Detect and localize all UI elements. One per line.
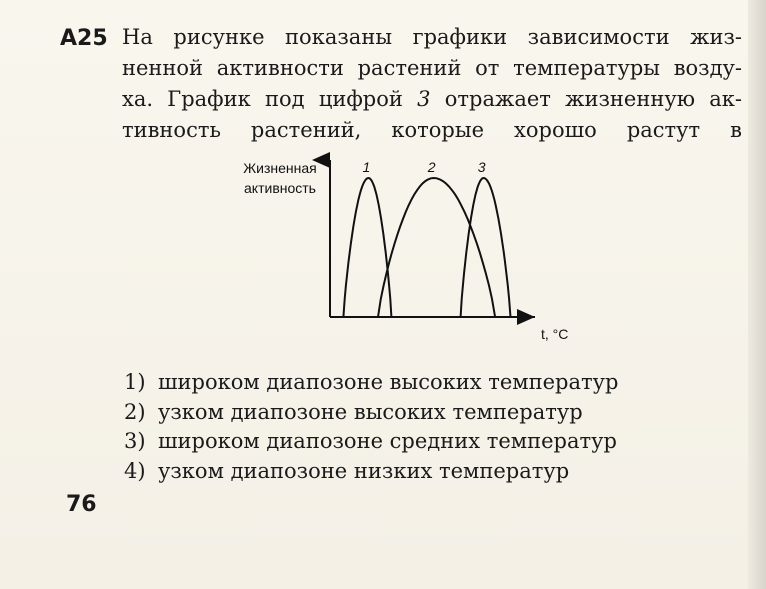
answer-number: 3) <box>124 429 146 453</box>
y-axis-label-line-2: активность <box>244 180 316 196</box>
answer-number: 1) <box>124 370 146 394</box>
question-line-3-head: ха. График под цифрой <box>122 87 418 111</box>
answer-option-3[interactable] <box>124 427 618 457</box>
question-line-1: На рисунке показаны графики зависимости жиз- <box>122 25 742 49</box>
question-text <box>122 22 742 146</box>
answer-option-1[interactable] <box>124 368 618 398</box>
answer-number: 2) <box>124 399 146 424</box>
question-line-2: ненной активности растений от температуры возду- <box>122 56 742 80</box>
question-line-3-italic: 3 <box>417 87 431 111</box>
curve-1 <box>343 178 391 317</box>
page-number: 76 <box>66 492 97 517</box>
x-axis-label: t, °C <box>541 326 569 342</box>
curve-3 <box>461 178 511 317</box>
y-axis-label-line-1: Жизненная <box>243 160 317 176</box>
answer-option-2[interactable] <box>124 398 618 428</box>
question-number: A25 <box>60 26 108 51</box>
answer-number: 4) <box>124 458 146 483</box>
answer-text: широком диапозоне высоких температур <box>158 370 619 394</box>
curve-2-label: 2 <box>427 159 436 175</box>
question-line-3 <box>122 84 742 115</box>
answer-text: узком диапозоне высоких температур <box>158 399 583 424</box>
curve-1-label: 1 <box>362 159 371 175</box>
curve-2 <box>378 178 495 317</box>
answer-text: широком диапозоне средних температур <box>158 429 617 453</box>
activity-chart <box>230 150 590 350</box>
page-edge-shadow <box>748 0 766 589</box>
answer-option-4[interactable] <box>124 457 618 487</box>
question-line-4: тивность растений, которые хорошо растут в <box>122 118 742 142</box>
answer-text: узком диапозоне низких температур <box>158 458 570 483</box>
curve-3-label: 3 <box>477 159 486 175</box>
answer-options <box>124 368 618 486</box>
question-line-3-tail: отражает жизненную ак- <box>430 87 742 111</box>
